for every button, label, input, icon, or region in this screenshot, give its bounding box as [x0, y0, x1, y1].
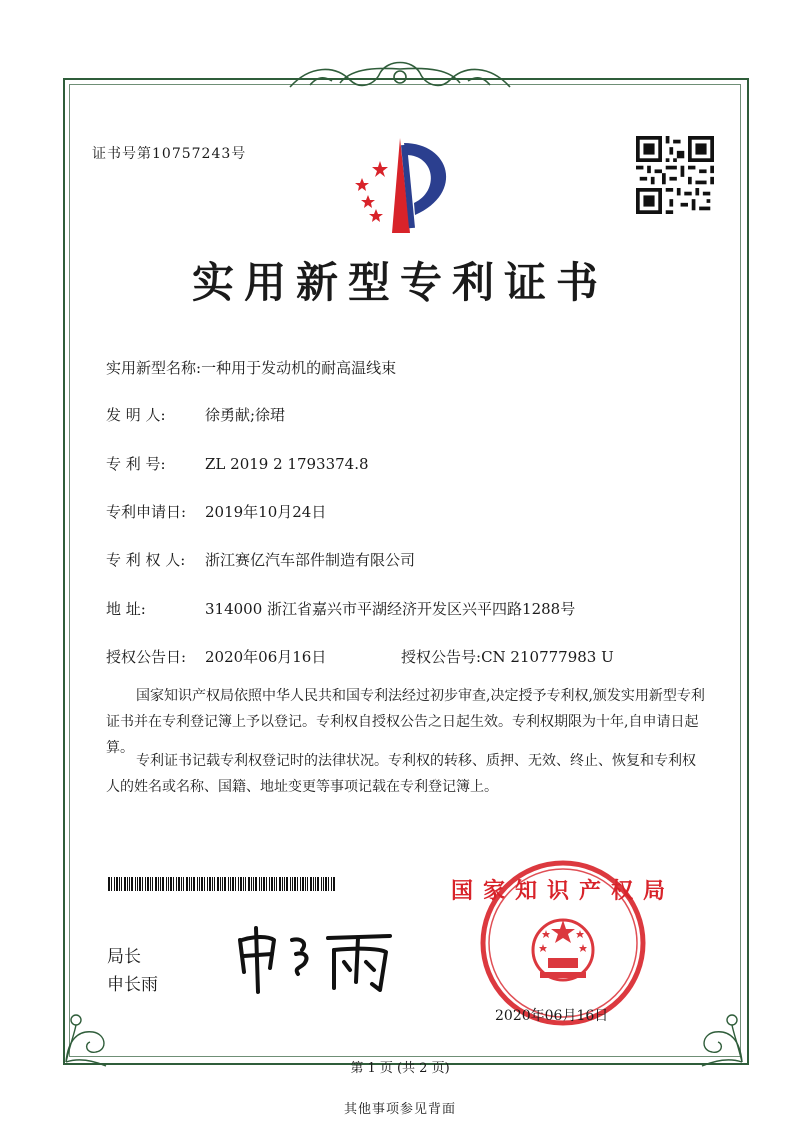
certificate-number: 证书号第10757243号: [92, 146, 247, 162]
body-paragraph-2: 专利证书记载专利权登记时的法律状况。专利权的转移、质押、无效、终止、恢复和专利权人的姓名或名称、国籍、地址变更等事项记载在专利登记簿上。: [106, 753, 696, 795]
grant-date-label: 授权公告日:: [106, 648, 187, 666]
qr-code-icon: [636, 136, 714, 214]
patent-number-value: ZL 2019 2 1793374.8: [205, 455, 369, 473]
body-paragraph-1: 国家知识产权局依照中华人民共和国专利法经过初步审查,决定授予专利权,颁发实用新型专利证书并在专利登记簿上予以登记。专利权自授权公告之日起生效。专利权期限为十年,自申请日起算。: [106, 688, 705, 756]
grant-number-value: CN 210777983 U: [481, 648, 614, 666]
certificate-title: 实用新型专利证书: [191, 258, 608, 307]
patentee-value: 浙江赛亿汽车部件制造有限公司: [205, 551, 416, 569]
field-filing-date: [106, 501, 326, 522]
page-number: 第 1 页 (共 2 页): [350, 1061, 450, 1076]
field-grant-date: [106, 646, 326, 667]
field-patentee: [106, 549, 415, 570]
field-inventor: [106, 404, 285, 425]
inventor-value: 徐勇献;徐珺: [205, 406, 286, 424]
field-address: [106, 598, 575, 619]
director-title: 局长: [107, 947, 141, 967]
cnipa-logo-icon: [340, 133, 460, 243]
director-name: 申长雨: [107, 975, 158, 995]
inventor-label: 发 明 人:: [106, 406, 166, 424]
filing-date-value: 2019年10月24日: [205, 503, 327, 521]
grant-number-label: 授权公告号:: [401, 648, 482, 666]
seal-date: 2020年06月16日: [495, 1008, 609, 1024]
grant-date-value: 2020年06月16日: [205, 648, 327, 666]
filing-date-label: 专利申请日:: [106, 503, 187, 521]
patentee-label: 专 利 权 人:: [106, 551, 186, 569]
seal-text: 国家知识产权局: [450, 879, 676, 904]
address-value: 314000 浙江省嘉兴市平湖经济开发区兴平四路1288号: [205, 600, 576, 618]
address-label: 地 址:: [106, 600, 146, 618]
field-grant-number: [401, 646, 614, 667]
utility-model-name-label: 实用新型名称:: [106, 359, 202, 377]
top-ornament: [280, 55, 520, 95]
handwritten-signature: [230, 910, 410, 1000]
patent-number-label: 专 利 号:: [106, 455, 166, 473]
utility-model-name-value: 一种用于发动机的耐高温线束: [201, 359, 397, 377]
official-seal: [450, 858, 676, 1028]
barcode-icon: [108, 877, 338, 891]
field-patent-number: [106, 453, 369, 474]
field-utility-model-name: [106, 357, 396, 378]
footer-note: 其他事项参见背面: [343, 1102, 456, 1117]
